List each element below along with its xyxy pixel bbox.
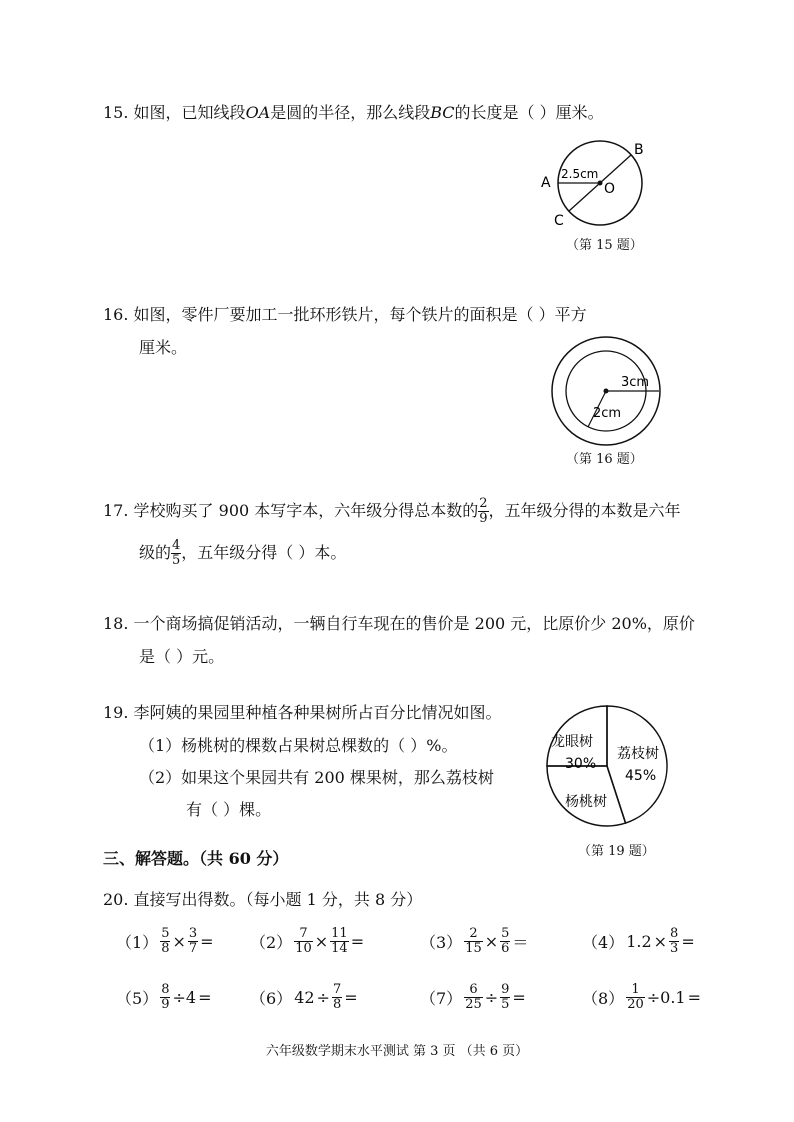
radius-label: 2.5cm: [561, 167, 599, 181]
question-text: ，五年级分得（ ）本。: [181, 543, 347, 562]
item-number: （8）: [582, 988, 625, 1008]
label-b: B: [634, 142, 644, 158]
question-19: [103, 703, 502, 723]
denominator: 15: [465, 940, 482, 956]
label-c: C: [554, 213, 564, 229]
equals-sign: =: [681, 931, 695, 951]
fraction-4-5: [171, 539, 181, 568]
operator: ×: [314, 931, 329, 951]
item-number: （6）: [250, 988, 293, 1008]
item-number: （3）: [420, 932, 463, 952]
center-point: [598, 181, 603, 186]
fraction: [669, 927, 679, 956]
question-18-line2: 是（ ）元。: [139, 647, 225, 666]
denominator: 8: [161, 940, 170, 956]
fraction: [500, 983, 510, 1012]
fraction-2-9: [478, 497, 488, 526]
question-text: 的长度是（ ）厘米。: [454, 103, 604, 122]
denominator: 7: [188, 940, 198, 956]
question-19-sub1: （1）杨桃树的棵数占果树总棵数的（ ）%。: [139, 736, 458, 755]
denominator: 14: [331, 940, 348, 956]
slice-value-lychee: 45%: [625, 768, 657, 784]
fraction: [626, 983, 645, 1012]
question-17-line2: [139, 538, 346, 568]
section-3-title: 三、解答题。（共 60 分）: [103, 849, 289, 868]
question-number: 17.: [103, 501, 129, 520]
slice-value-longan: 30%: [565, 756, 597, 772]
denominator: 6: [501, 940, 510, 956]
question-number: 15.: [103, 103, 129, 122]
denominator: 25: [465, 996, 482, 1012]
numerator: 9: [501, 981, 510, 997]
fraction: [160, 927, 170, 956]
calc-item-7: [420, 980, 528, 1014]
operator: ÷: [484, 987, 499, 1007]
numerator: 8: [161, 981, 170, 997]
question-16-line2: 厘米。: [139, 338, 188, 357]
denominator: 3: [670, 940, 679, 956]
numerator: 7: [294, 927, 313, 942]
operator: ÷4: [172, 987, 197, 1007]
page-footer: 六年级数学期末水平测试 第 3 页 （共 6 页）: [265, 1044, 529, 1059]
question-text: 级的: [139, 543, 172, 562]
equals-sign: =: [200, 931, 214, 951]
denominator: 8: [332, 996, 342, 1012]
denominator: 5: [172, 552, 181, 568]
question-17: [103, 495, 681, 526]
question-20: [103, 890, 422, 910]
figure-16-caption: （第 16 题）: [566, 452, 643, 467]
denominator: 20: [627, 996, 644, 1012]
item-number: （1）: [116, 932, 159, 952]
operator: ×: [653, 931, 668, 951]
numerator: 4: [172, 537, 181, 553]
operand: 42: [294, 987, 315, 1007]
operator: ÷0.1: [646, 987, 686, 1007]
question-19-sub2b: 有（ ）棵。: [186, 800, 272, 819]
question-text: 如图，已知线段: [133, 103, 246, 122]
label-o: O: [604, 181, 616, 197]
calc-item-8: [582, 980, 703, 1014]
outer-radius-label: 3cm: [621, 375, 650, 390]
equals-sign: ＝: [512, 932, 529, 952]
ring-center: [604, 389, 609, 394]
figure-19-caption: （第 19 题）: [578, 844, 655, 859]
numerator: 6: [464, 983, 483, 998]
equals-sign: =: [350, 931, 365, 951]
operand: 1.2: [626, 931, 652, 951]
calc-item-6: [250, 980, 360, 1014]
numerator: 2: [479, 495, 488, 511]
question-text: 直接写出得数。（每小题 1 分，共 8 分）: [133, 890, 423, 909]
numerator: 5: [161, 925, 170, 941]
question-16: [103, 305, 587, 325]
slice-lychee: [607, 706, 667, 823]
calc-item-4: [582, 924, 697, 958]
item-number: （2）: [250, 932, 293, 952]
question-text: 如图，零件厂要加工一批环形铁片，每个铁片的面积是（ ）平方: [133, 305, 587, 324]
inner-radius-label: 2cm: [593, 406, 622, 421]
slice-label-longan: 龙眼树: [551, 734, 593, 750]
numerator: 1: [626, 983, 645, 998]
operator: ×: [172, 931, 186, 951]
fraction: [464, 927, 483, 956]
calc-item-3: [420, 924, 530, 958]
fraction: [464, 983, 483, 1012]
label-a: A: [541, 175, 551, 191]
question-18: [103, 614, 695, 634]
slice-label-lychee: 荔枝树: [617, 746, 659, 762]
figure-19-pie-chart: [545, 700, 675, 840]
operator: ×: [484, 931, 499, 951]
equals-sign: =: [512, 987, 526, 1007]
fraction: [294, 927, 313, 956]
fraction: [188, 927, 198, 956]
segment-oa: OA: [245, 103, 271, 122]
denominator: 10: [295, 940, 312, 956]
item-number: （4）: [582, 932, 625, 952]
calc-item-5: [116, 980, 213, 1014]
equals-sign: =: [687, 987, 701, 1007]
slice-label-starfruit: 杨桃树: [565, 794, 607, 810]
denominator: 5: [501, 996, 510, 1012]
item-number: （5）: [116, 988, 159, 1008]
question-19-sub2: （2）如果这个果园共有 200 棵果树，那么荔枝树: [139, 768, 494, 787]
question-text: 学校购买了 900 本写字本，六年级分得总本数的: [133, 501, 479, 520]
fraction: [332, 983, 342, 1012]
question-number: 20.: [103, 890, 129, 909]
fraction: [500, 927, 510, 956]
denominator: 9: [479, 510, 488, 526]
fraction: [330, 927, 349, 956]
segment-bc: BC: [430, 103, 455, 122]
question-number: 19.: [103, 703, 129, 722]
question-number: 18.: [103, 614, 129, 633]
figure-15-caption: （第 15 题）: [566, 238, 643, 253]
equals-sign: =: [344, 987, 358, 1007]
figure-16-ring: [545, 335, 675, 450]
numerator: 11: [331, 925, 348, 941]
question-text: 是圆的半径，那么线段: [270, 103, 431, 122]
fraction: [160, 983, 170, 1012]
numerator: 3: [188, 925, 198, 941]
question-text: ，五年级分得的本数是六年: [488, 501, 681, 520]
operator: ÷: [316, 987, 330, 1007]
question-number: 16.: [103, 305, 129, 324]
numerator: 8: [670, 925, 679, 941]
numerator: 2: [464, 927, 483, 942]
question-text: 李阿姨的果园里种植各种果树所占百分比情况如图。: [133, 703, 502, 722]
denominator: 9: [161, 996, 170, 1012]
equals-sign: =: [198, 987, 212, 1007]
item-number: （7）: [420, 988, 463, 1008]
question-text: 一个商场搞促销活动，一辆自行车现在的售价是 200 元，比原价少 20%，原价: [133, 614, 695, 633]
numerator: 7: [332, 981, 342, 997]
numerator: 5: [501, 925, 510, 941]
question-15: [103, 103, 604, 123]
calc-item-1: [116, 924, 216, 958]
calc-item-2: [250, 924, 366, 958]
